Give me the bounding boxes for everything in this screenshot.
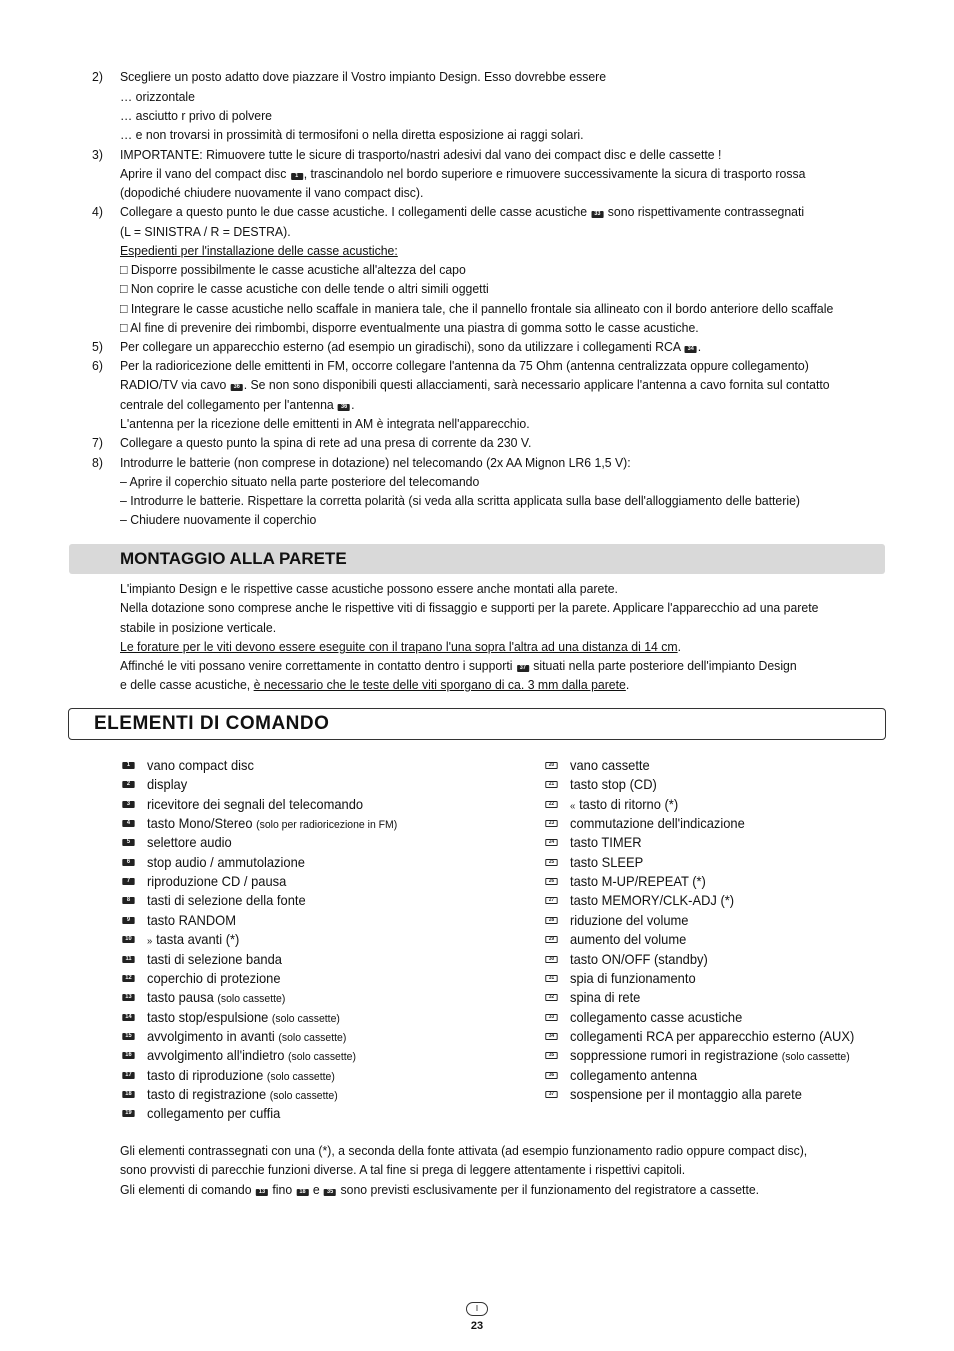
paragraph-line: Nella dotazione sono comprese anche le rispettive viti di fissaggio e supporti per la parete. Applicare l'apparecchio ad una parete xyxy=(120,600,819,615)
control-item: 28 riduzione del volume xyxy=(570,911,688,930)
ref-badge: 30 xyxy=(545,956,557,963)
step-text: – Aprire il coperchio situato nella parte posteriore del telecomando xyxy=(120,474,480,489)
bullet-item: □ Integrare le casse acustiche nello scaffale in maniera tale, che il pannello frontale sia allineato con il bordo anteriore dello scaffale xyxy=(120,301,834,316)
ref-badge: 37 xyxy=(545,1091,557,1098)
section-header-wall-mount xyxy=(69,544,885,574)
ref-badge: 27 xyxy=(545,897,557,904)
ref-badge: 29 xyxy=(545,936,557,943)
control-item: 10 » tasta avanti (*) xyxy=(147,930,239,951)
control-item: 20 vano cassette xyxy=(570,756,650,775)
paragraph-line: Le forature per le viti devono essere eseguite con il trapano l'una sopra l'altra ad una distanza di 14 cm. xyxy=(120,639,682,654)
step-number: 3) xyxy=(92,147,103,162)
ref-badge: 35 xyxy=(324,1189,336,1196)
step-number: 5) xyxy=(92,339,103,354)
page-number: 23 xyxy=(470,1320,484,1332)
ref-badge: 25 xyxy=(545,859,557,866)
control-item: 31 spia di funzionamento xyxy=(570,969,696,988)
step-number: 8) xyxy=(92,455,103,470)
control-item: 11 tasti di selezione banda xyxy=(147,950,282,969)
step-text: Introdurre le batterie (non comprese in dotazione) nel telecomando (2x AA Mignon LR6 1,5 V): xyxy=(120,455,631,470)
ref-badge: 13 xyxy=(122,994,134,1001)
step-text: Collegare a questo punto la spina di rete ad una presa di corrente da 230 V. xyxy=(120,435,532,450)
ref-badge: 3 xyxy=(122,801,134,808)
ref-badge: 34 xyxy=(545,1033,557,1040)
ref-badge: 21 xyxy=(545,781,557,788)
step-text: L'antenna per la ricezione delle emittenti in AM è integrata nell'apparecchio. xyxy=(120,416,530,431)
control-item: 16 avvolgimento all'indietro (solo cassette) xyxy=(147,1046,356,1067)
section-title: MONTAGGIO ALLA PARETE xyxy=(120,549,347,568)
bullet-item: □ Non coprire le casse acustiche con delle tende o altri simili oggetti xyxy=(120,281,489,296)
ref-badge: 18 xyxy=(122,1091,134,1098)
control-item: 35 soppressione rumori in registrazione (solo cassette) xyxy=(570,1046,850,1067)
control-item: 24 tasto TIMER xyxy=(570,833,642,852)
ref-badge: 18 xyxy=(296,1189,308,1196)
control-item: 18 tasto di registrazione (solo cassette) xyxy=(147,1085,338,1106)
control-item: 30 tasto ON/OFF (standby) xyxy=(570,950,708,969)
step-text: … orizzontale xyxy=(120,89,195,104)
step-text: RADIO/TV via cavo 36 . Se non sono disponibili questi allacciamenti, sarà necessario applicare l'antenna a cavo fornita sul contatto xyxy=(120,377,830,392)
paragraph-line: e delle casse acustiche, è necessario che le teste delle viti sporgano di ca. 3 mm dalla parete. xyxy=(120,677,630,692)
ref-badge: 36 xyxy=(231,384,243,391)
step-text: Aprire il vano del compact disc 1 , trascinandolo nel bordo superiore e rimuovere successivamente la sicura di trasporto rossa xyxy=(120,166,806,181)
step-text: … asciutto r privo di polvere xyxy=(120,108,273,123)
note-line: sono provvisti di parecchie funzioni diverse. A tal fine si prega di leggere attentamente i rispettivi capitoli. xyxy=(120,1162,686,1177)
language-indicator: I xyxy=(466,1302,488,1316)
step-number: 4) xyxy=(92,204,103,219)
step-text: Per collegare un apparecchio esterno (ad esempio un giradischi), sono da utilizzare i collegamenti RCA 34 . xyxy=(120,339,702,354)
ref-badge: 6 xyxy=(122,859,134,866)
control-item: 12 coperchio di protezione xyxy=(147,969,281,988)
ref-badge: 2 xyxy=(122,781,134,788)
control-item: 36 collegamento antenna xyxy=(570,1066,697,1085)
ref-badge: 16 xyxy=(122,1052,134,1059)
step-text: Scegliere un posto adatto dove piazzare il Vostro impianto Design. Esso dovrebbe essere xyxy=(120,69,607,84)
subheading: Espedienti per l'installazione delle casse acustiche: xyxy=(120,243,398,258)
ref-badge: 32 xyxy=(545,994,557,1001)
ref-badge: 36 xyxy=(545,1072,557,1079)
control-item: 8 tasti di selezione della fonte xyxy=(147,891,306,910)
ref-badge: 37 xyxy=(517,665,529,672)
ref-badge: 1 xyxy=(122,762,134,769)
rewind-icon: « xyxy=(570,800,576,812)
control-item: 23 commutazione dell'indicazione xyxy=(570,814,745,833)
fast-forward-icon: » xyxy=(147,936,153,948)
control-item: 19 collegamento per cuffia xyxy=(147,1104,280,1123)
ref-badge: 12 xyxy=(122,975,134,982)
step-text: (dopodiché chiudere nuovamente il vano compact disc). xyxy=(120,185,424,200)
control-item: 2 display xyxy=(147,775,187,794)
ref-badge: 24 xyxy=(545,839,557,846)
control-item: 1 vano compact disc xyxy=(147,756,254,775)
ref-badge: 33 xyxy=(545,1014,557,1021)
control-item: 4 tasto Mono/Stereo (solo per radioricezione in FM) xyxy=(147,814,397,835)
ref-badge: 15 xyxy=(122,1033,134,1040)
ref-badge: 20 xyxy=(545,762,557,769)
control-item: 15 avvolgimento in avanti (solo cassette) xyxy=(147,1027,346,1048)
ref-badge: 34 xyxy=(685,346,697,353)
ref-badge: 26 xyxy=(545,878,557,885)
control-item: 17 tasto di riproduzione (solo cassette) xyxy=(147,1066,335,1087)
ref-badge: 23 xyxy=(545,820,557,827)
step-text: (L = SINISTRA / R = DESTRA). xyxy=(120,224,291,239)
control-item: 33 collegamento casse acustiche xyxy=(570,1008,742,1027)
ref-badge: 8 xyxy=(122,897,134,904)
ref-badge: 28 xyxy=(545,917,557,924)
ref-badge: 5 xyxy=(122,839,134,846)
step-number: 2) xyxy=(92,69,103,84)
control-item: 22 « tasto di ritorno (*) xyxy=(570,795,678,816)
control-item: 6 stop audio / ammutolazione xyxy=(147,853,305,872)
ref-badge: 19 xyxy=(122,1110,134,1117)
control-item: 7 riproduzione CD / pausa xyxy=(147,872,286,891)
ref-badge: 10 xyxy=(122,936,134,943)
step-number: 7) xyxy=(92,435,103,450)
step-text: – Chiudere nuovamente il coperchio xyxy=(120,512,317,527)
control-item: 5 selettore audio xyxy=(147,833,232,852)
ref-badge: 1 xyxy=(291,173,303,180)
control-item: 9 tasto RANDOM xyxy=(147,911,236,930)
control-item: 37 sospensione per il montaggio alla parete xyxy=(570,1085,802,1104)
ref-badge: 9 xyxy=(122,917,134,924)
ref-badge: 33 xyxy=(591,211,603,218)
step-text: … e non trovarsi in prossimità di termosifoni o nella diretta esposizione ai raggi solari. xyxy=(120,127,584,142)
ref-badge: 35 xyxy=(545,1052,557,1059)
control-item: 14 tasto stop/espulsione (solo cassette) xyxy=(147,1008,340,1029)
control-item: 13 tasto pausa (solo cassette) xyxy=(147,988,285,1009)
control-item: 26 tasto M-UP/REPEAT (*) xyxy=(570,872,706,891)
step-text: centrale del collegamento per l'antenna 36 . xyxy=(120,397,355,412)
bullet-item: □ Disporre possibilmente le casse acustiche all'altezza del capo xyxy=(120,262,466,277)
control-item: 32 spina di rete xyxy=(570,988,640,1007)
control-item: 29 aumento del volume xyxy=(570,930,686,949)
ref-badge: 13 xyxy=(256,1189,268,1196)
step-number: 6) xyxy=(92,358,103,373)
step-text: IMPORTANTE: Rimuovere tutte le sicure di trasporto/nastri adesivi dal vano dei compact disc e delle cassette ! xyxy=(120,147,722,162)
bullet-item: □ Al fine di prevenire dei rimbombi, disporre eventualmente una piastra di gomma sotto le casse acustiche. xyxy=(120,320,699,335)
note-line: Gli elementi contrassegnati con una (*), a seconda della fonte attivata (ad esempio funzionamento radio oppure compact disc), xyxy=(120,1143,808,1158)
ref-badge: 22 xyxy=(545,801,557,808)
control-item: 34 collegamenti RCA per apparecchio esterno (AUX) xyxy=(570,1027,854,1046)
paragraph-line: stabile in posizione verticale. xyxy=(120,620,277,635)
section-header-controls xyxy=(68,708,886,740)
control-item: 21 tasto stop (CD) xyxy=(570,775,657,794)
paragraph-line: L'impianto Design e le rispettive casse acustiche possono essere anche montati alla parete. xyxy=(120,581,618,596)
step-text: – Introdurre le batterie. Rispettare la corretta polarità (si veda alla scritta applicata sulla base dell'alloggiamento delle batterie) xyxy=(120,493,800,508)
control-item: 25 tasto SLEEP xyxy=(570,853,643,872)
note-line: Gli elementi di comando 13 fino 18 e 35 sono previsti esclusivamente per il funzionamento del registratore a cassette. xyxy=(120,1182,760,1197)
step-text: Per la radioricezione delle emittenti in FM, occorre collegare l'antenna da 75 Ohm (antenna centralizzata oppure collegamento) xyxy=(120,358,809,373)
ref-badge: 11 xyxy=(122,956,134,963)
ref-badge: 31 xyxy=(545,975,557,982)
control-item: 27 tasto MEMORY/CLK-ADJ (*) xyxy=(570,891,734,910)
ref-badge: 36 xyxy=(338,404,350,411)
ref-badge: 7 xyxy=(122,878,134,885)
ref-badge: 14 xyxy=(122,1014,134,1021)
control-item: 3 ricevitore dei segnali del telecomando xyxy=(147,795,363,814)
paragraph-line: Affinché le viti possano venire correttamente in contatto dentro i supporti 37 situati nella parte posteriore dell'impianto Design xyxy=(120,658,797,673)
step-text: Collegare a questo punto le due casse acustiche. I collegamenti delle casse acustiche 33 sono rispettivamente contrassegnati xyxy=(120,204,805,219)
ref-badge: 4 xyxy=(122,820,134,827)
section-title: ELEMENTI DI COMANDO xyxy=(94,713,330,734)
ref-badge: 17 xyxy=(122,1072,134,1079)
